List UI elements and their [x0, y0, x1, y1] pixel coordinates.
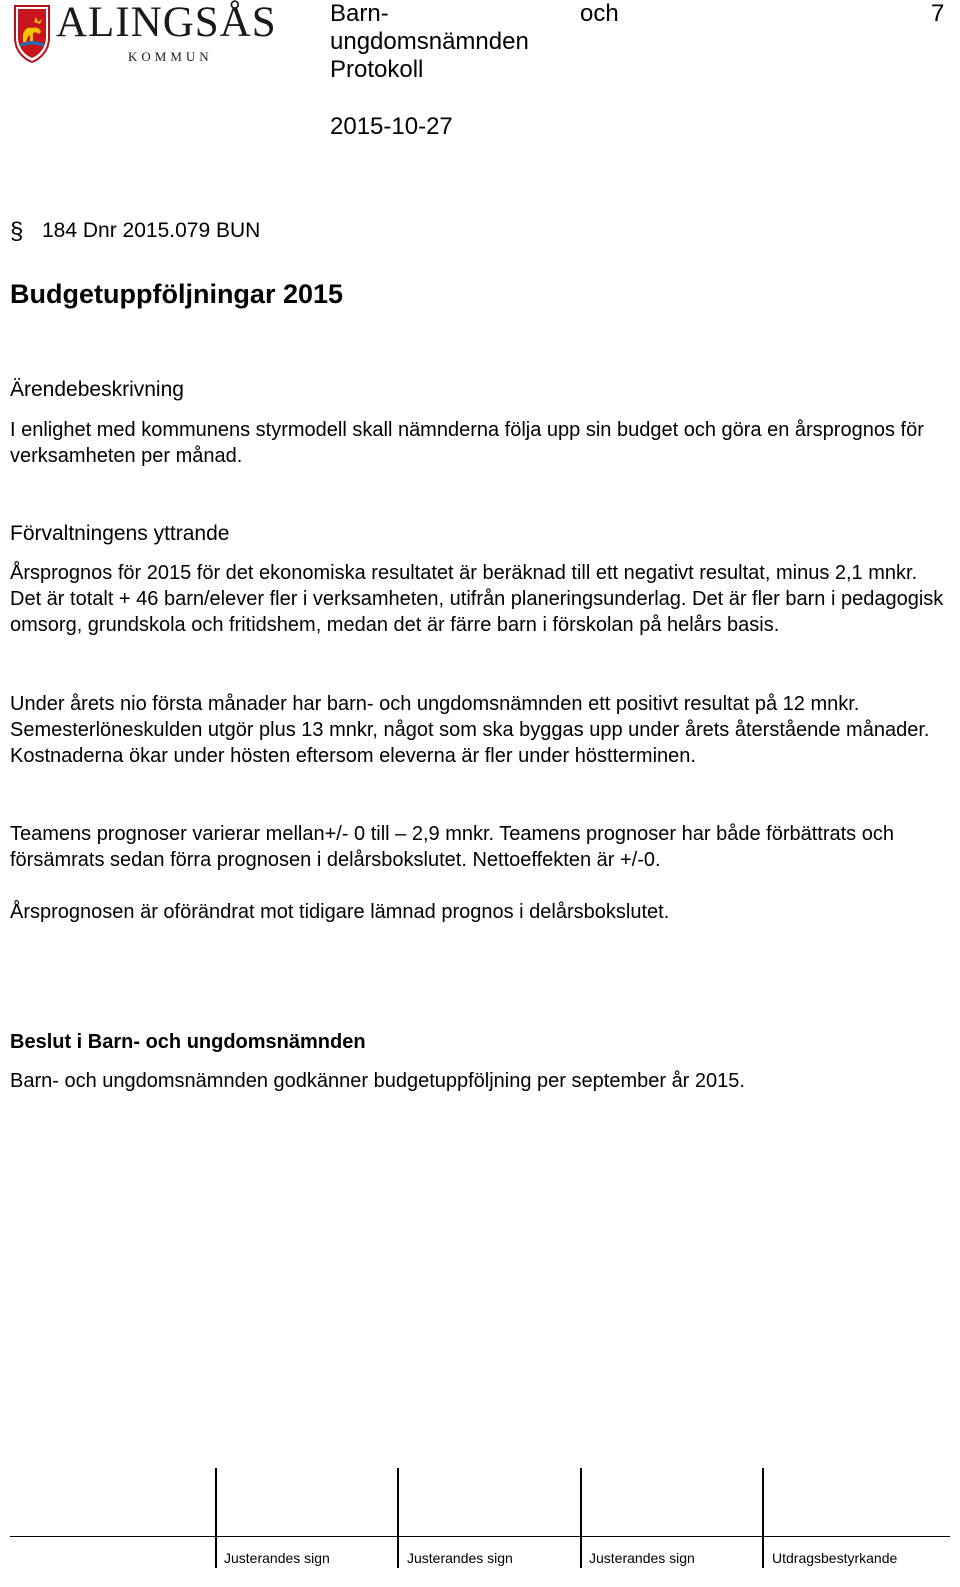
signature-divider — [215, 1468, 217, 1568]
signature-baseline — [10, 1536, 950, 1537]
description-heading: Ärendebeskrivning — [10, 378, 184, 401]
signature-divider — [397, 1468, 399, 1568]
section-symbol: § — [10, 218, 24, 245]
coat-of-arms-icon — [12, 4, 52, 64]
header-title-line1-left: Barn- — [330, 0, 389, 27]
statement-paragraph-3: Teamens prognoser varierar mellan+/- 0 till – 2,9 mnkr. Teamens prognoser har både förbättrats och försämrats sedan förra prognosen i delårsbokslutet. Nettoeffekten är +/-0. — [10, 823, 894, 871]
municipality-logo — [10, 0, 285, 66]
signature-divider — [762, 1468, 764, 1568]
header-title-line1-right: och — [580, 0, 619, 27]
item-reference: 184 Dnr 2015.079 BUN — [42, 219, 261, 242]
certification-label: Utdragsbestyrkande — [772, 1550, 898, 1566]
statement-paragraph-1: Årsprognos för 2015 för det ekonomiska resultatet är beräknad till ett negativt resultat, minus 2,1 mnkr. Det är totalt + 46 barn/elever fler i verksamheten, utifrån planeringsunderlag. Det är fler barn i pedagogisk omsorg, grundskola och fritidshem, medan det är färre barn i förskolan på helårs basis. — [10, 562, 944, 636]
signature-divider — [580, 1468, 582, 1568]
decision-text: Barn- och ungdomsnämnden godkänner budgetuppföljning per september år 2015. — [10, 1070, 745, 1092]
statement-paragraph-2: Under årets nio första månader har barn- och ungdomsnämnden ett positivt resultat på 12 mnkr. Semesterlöneskulden utgör plus 13 mnkr, något som ska byggas upp under årets återstående månader. Kostnaderna ökar under hösten eftersom eleverna är fler under höstterminen. — [10, 693, 930, 767]
signature-label: Justerandes sign — [224, 1550, 330, 1566]
logo-subtitle: KOMMUN — [128, 49, 213, 64]
description-text: I enlighet med kommunens styrmodell skall nämnderna följa upp sin budget och göra en årsprognos för verksamheten per månad. — [10, 419, 924, 467]
signature-label: Justerandes sign — [407, 1550, 513, 1566]
signature-label: Justerandes sign — [589, 1550, 695, 1566]
logo-wordmark: ALINGSÅS — [56, 0, 277, 46]
page-number: 7 — [931, 0, 945, 27]
decision-heading: Beslut i Barn- och ungdomsnämnden — [10, 1031, 366, 1053]
header-title-line2: ungdomsnämnden — [330, 28, 529, 55]
meeting-date: 2015-10-27 — [330, 113, 453, 140]
page-title: Budgetuppföljningar 2015 — [10, 279, 344, 309]
header-title-line3: Protokoll — [330, 56, 424, 83]
statement-paragraph-4: Årsprognosen är oförändrat mot tidigare lämnad prognos i delårsbokslutet. — [10, 901, 670, 923]
statement-heading: Förvaltningens yttrande — [10, 522, 230, 545]
